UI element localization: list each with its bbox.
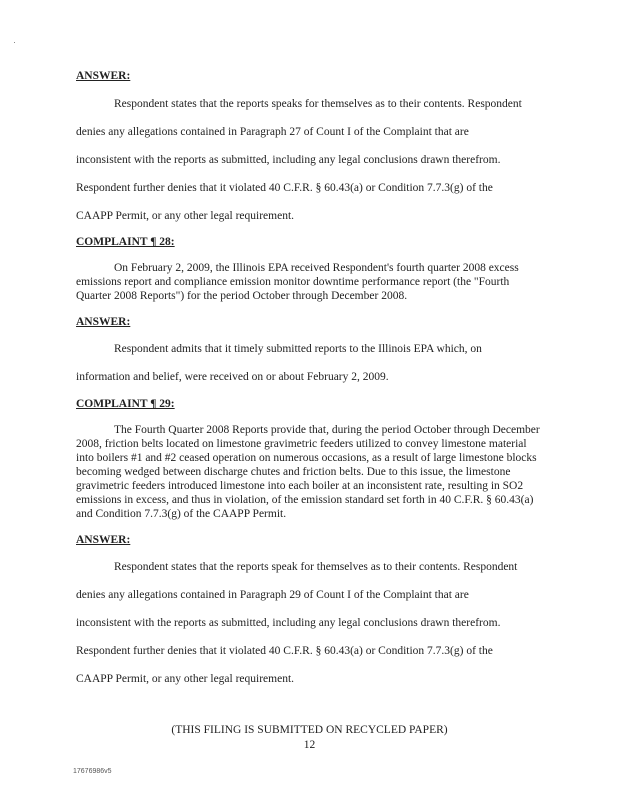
answer-1-line-5: CAAPP Permit, or any other legal requirement.	[76, 210, 295, 222]
answer-1-line-2: denies any allegations contained in Paragraph 27 of Count I of the Complaint that are	[76, 126, 469, 138]
complaint-28-heading: COMPLAINT ¶ 28:	[76, 236, 175, 248]
answer-heading-2: ANSWER:	[76, 316, 131, 328]
complaint-28-paragraph: On February 2, 2009, the Illinois EPA received Respondent's fourth quarter 2008 excess emissions report and compliance emission monitor downtime performance report (the "Fourth Quarter 2008 Reports") for the period October through December 2008.	[76, 262, 519, 302]
answer-heading-3: ANSWER:	[76, 534, 131, 546]
answer-3-line-1: Respondent states that the reports speak for themselves as to their contents. Respondent	[114, 561, 518, 573]
answer-1-line-3: inconsistent with the reports as submitted, including any legal conclusions drawn therefrom.	[76, 154, 501, 166]
answer-3-line-2: denies any allegations contained in Paragraph 29 of Count I of the Complaint that are	[76, 589, 469, 601]
scan-speck	[14, 42, 15, 43]
answer-2-line-2: information and belief, were received on or about February 2, 2009.	[76, 371, 389, 383]
answer-2-line-1: Respondent admits that it timely submitted reports to the Illinois EPA which, on	[114, 343, 482, 355]
answer-3-line-5: CAAPP Permit, or any other legal requirement.	[76, 673, 295, 685]
answer-1-line-4: Respondent further denies that it violated 40 C.F.R. § 60.43(a) or Condition 7.7.3(g) of the	[76, 182, 493, 194]
answer-1-line-1: Respondent states that the reports speaks for themselves as to their contents. Respondent	[114, 98, 522, 110]
answer-3-line-4: Respondent further denies that it violated 40 C.F.R. § 60.43(a) or Condition 7.7.3(g) of the	[76, 645, 493, 657]
document-id: 17676986v5	[73, 768, 112, 775]
complaint-29-heading: COMPLAINT ¶ 29:	[76, 398, 175, 410]
recycled-paper-notice: (THIS FILING IS SUBMITTED ON RECYCLED PAPER)	[171, 724, 448, 736]
page-number: 12	[303, 739, 316, 751]
answer-heading-1: ANSWER:	[76, 70, 131, 82]
answer-3-line-3: inconsistent with the reports as submitted, including any legal conclusions drawn therefrom.	[76, 617, 501, 629]
complaint-29-paragraph: The Fourth Quarter 2008 Reports provide that, during the period October through December 2008, friction belts located on limestone gravimetric feeders utilized to convey limestone material into boilers #1 and #2 ceased operation on numerous occasions, as a result of large limestone blocks becoming wedged between discharge chutes and friction belts. Due to this issue, the limestone gravimetric feeders introduced limestone into each boiler at an inconsistent rate, resulting in SO2 emissions in excess, and thus in violation, of the emission standard set forth in 40 C.F.R. § 60.43(a) and Condition 7.7.3(g) of the CAAPP Permit.	[76, 424, 540, 520]
